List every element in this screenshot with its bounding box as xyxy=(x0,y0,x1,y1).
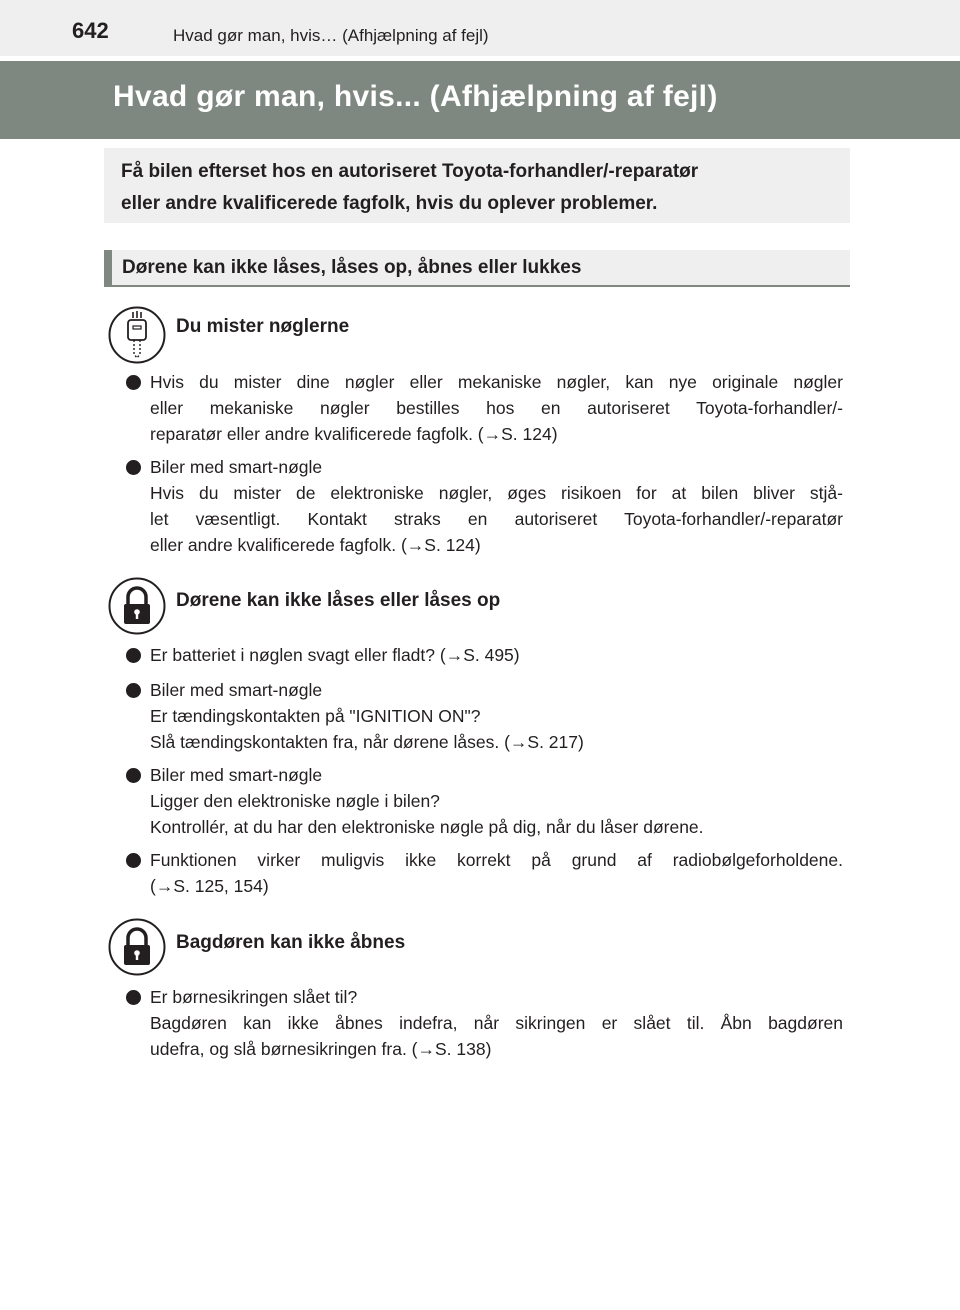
bullet-line: Bagdøren kan ikke åbnes indefra, når sikringen er slået til. Åbn bagdøren xyxy=(150,1013,843,1033)
bullet-dot xyxy=(126,768,141,783)
bullet-item xyxy=(150,454,843,558)
bullet-dot xyxy=(126,460,141,475)
bullet-line: Funktionen virker muligvis ikke korrekt på grund af radiobølgeforholdene. xyxy=(150,850,843,870)
bullet-line: eller andre kvalificerede fagfolk. (→S. 124) xyxy=(150,535,481,555)
bullet-dot xyxy=(126,375,141,390)
notice-text xyxy=(121,156,841,220)
bullet-line: Slå tændingskontakten fra, når dørene låses. (→S. 217) xyxy=(150,732,584,752)
section-accent-bar xyxy=(104,250,112,285)
subsection-heading: Dørene kan ikke låses eller låses op xyxy=(176,590,501,611)
section-header xyxy=(104,250,850,287)
chapter-title: Hvad gør man, hvis... (Afhjælpning af fejl) xyxy=(113,80,718,113)
bullet-line: Er tændingskontakten på "IGNITION ON"? xyxy=(150,706,481,726)
page-number: 642 xyxy=(72,18,109,43)
running-title: Hvad gør man, hvis… (Afhjælpning af fejl) xyxy=(173,26,489,45)
running-header xyxy=(0,0,960,56)
bullet-line: Biler med smart-nøgle xyxy=(150,765,323,785)
bullet-dot xyxy=(126,990,141,1005)
bullet-item xyxy=(150,847,843,899)
bullet-line: Ligger den elektroniske nøgle i bilen? xyxy=(150,791,440,811)
bullet-line: reparatør eller andre kvalificerede fagfolk. (→S. 124) xyxy=(150,424,558,444)
bullet-line: Biler med smart-nøgle xyxy=(150,680,323,700)
bullet-line: Kontrollér, at du har den elektroniske nøgle på dig, når du låser dørene. xyxy=(150,817,704,837)
padlock-icon xyxy=(108,577,166,635)
bullet-line: let væsentligt. Kontakt straks en autoriseret Toyota-forhandler/-reparatør xyxy=(150,509,843,529)
bullet-line: Er batteriet i nøglen svagt eller fladt? (→S. 495) xyxy=(150,645,520,665)
bullet-item xyxy=(150,762,843,840)
bullet-line: Er børnesikringen slået til? xyxy=(150,987,358,1007)
bullet-line: Hvis du mister de elektroniske nøgler, øges risikoen for at bilen bliver stjå- xyxy=(150,483,843,503)
key-icon xyxy=(108,306,166,364)
bullet-line: (→S. 125, 154) xyxy=(150,876,269,896)
bullet-item xyxy=(150,369,843,447)
subsection-heading: Du mister nøglerne xyxy=(176,316,350,337)
bullet-line: Hvis du mister dine nøgler eller mekaniske nøgler, kan nye originale nøgler xyxy=(150,372,843,392)
bullet-line: udefra, og slå børnesikringen fra. (→S. 138) xyxy=(150,1039,492,1059)
notice-line: eller andre kvalificerede fagfolk, hvis du oplever problemer. xyxy=(121,193,658,214)
bullet-line: eller mekaniske nøgler bestilles hos en autoriseret Toyota-forhandler/- xyxy=(150,398,843,418)
subsection-heading: Bagdøren kan ikke åbnes xyxy=(176,932,406,953)
bullet-item xyxy=(150,642,843,668)
padlock-icon xyxy=(108,918,166,976)
section-title: Dørene kan ikke låses, låses op, åbnes eller lukkes xyxy=(122,257,582,278)
bullet-dot xyxy=(126,853,141,868)
bullet-dot xyxy=(126,648,141,663)
bullet-item xyxy=(150,677,843,755)
bullet-item xyxy=(150,984,843,1062)
bullet-line: Biler med smart-nøgle xyxy=(150,457,323,477)
notice-line: Få bilen efterset hos en autoriseret Toyota-forhandler/-reparatør xyxy=(121,161,699,182)
bullet-dot xyxy=(126,683,141,698)
